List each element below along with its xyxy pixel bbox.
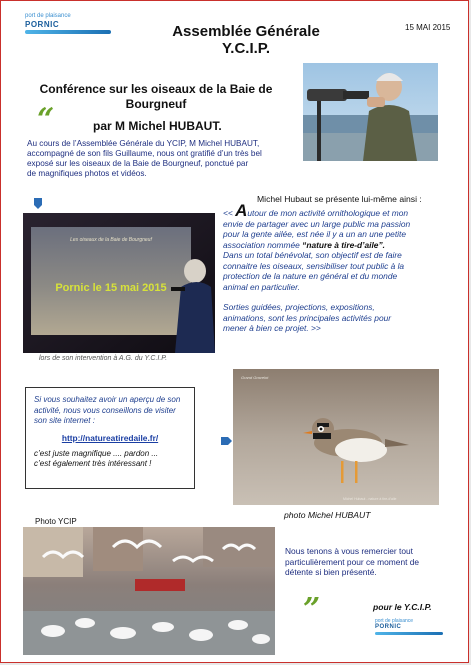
conference-slide-photo	[23, 213, 215, 353]
open-quote-mark: “	[37, 102, 55, 137]
quote-line: connaitre les oiseaux, sensibiliser tout public à la	[223, 260, 405, 271]
title-line2: Y.C.I.P.	[221, 40, 271, 57]
quote-first-line	[223, 201, 441, 220]
logo-bottom-line1: port de plaisance	[375, 618, 414, 624]
slide-image	[23, 213, 215, 353]
intervention-caption: lors de son intervention à A.G. du Y.C.I.P.	[39, 355, 168, 362]
logo-bottom-wave-icon	[375, 632, 443, 635]
conference-title-line1: Conférence sur les oiseaux de la Baie de	[39, 82, 273, 96]
conference-title	[21, 82, 291, 112]
infobox-line: Si vous souhaitez avoir un aperçu de son	[34, 395, 181, 404]
logo-line2: PORNIC	[25, 20, 60, 29]
website-info-box	[25, 387, 195, 489]
infobox-line: son site internet :	[34, 416, 95, 425]
quote-line: association nommée	[223, 239, 303, 250]
intro-line: accompagné de son fils Guillaume, nous ont gratifié d’un très bel	[27, 149, 262, 158]
website-link[interactable]: http://natureatiredaile.fr/	[61, 432, 159, 443]
title-line1: Assemblée Générale	[172, 23, 320, 40]
presentation-heading: Michel Hubaut se présente lui-même ainsi :	[257, 194, 422, 204]
infobox-end-line: c’est juste magnifique .... pardon ...	[34, 448, 159, 458]
conference-title-line2: Bourgneuf	[125, 97, 187, 111]
signature: pour le Y.C.I.P.	[373, 602, 432, 612]
quote-line: mener à bien ce projet. >>	[223, 323, 321, 333]
close-quote-mark: ”	[303, 592, 321, 627]
slide-big-text: Pornic le 15 mai 2015	[55, 282, 167, 294]
speaker-with-telescope-photo	[303, 63, 438, 161]
bullet-marker-icon	[33, 198, 43, 210]
logo-wave-icon	[25, 30, 111, 34]
presentation-quote	[223, 201, 441, 334]
issue-date: 15 MAI 2015	[405, 23, 451, 32]
quote-line: animal en particulier.	[223, 281, 300, 292]
quote-line: protection de la nature en général et du monde	[223, 271, 398, 281]
website-link-wrap	[34, 433, 186, 443]
drop-cap: A	[235, 201, 248, 220]
conference-speaker: par M Michel HUBAUT.	[93, 119, 222, 133]
intro-paragraph	[27, 139, 307, 179]
thanks-paragraph	[285, 546, 419, 578]
quote-open: <<	[223, 208, 236, 218]
port-pornic-logo-bottom	[375, 618, 443, 635]
intro-line: exposé sur les oiseaux de la Baie de Bourgneuf, ponctué par	[27, 159, 249, 168]
ycip-photo-credit: Photo YCIP	[35, 517, 77, 526]
bird-photo-credit: photo Michel HUBAUT	[284, 510, 371, 520]
slide-small-title: Les oiseaux de la Baie de Bourgneuf	[70, 237, 152, 243]
speaker-photo-image	[303, 63, 438, 161]
bird-credit: Michel Hubaut - nature à tire-d’aile	[343, 497, 397, 501]
quote-line: envie de partager avec un large public ma passion	[223, 218, 411, 229]
seagulls-photo	[23, 527, 275, 655]
association-name: “nature à tire-d’aile”.	[302, 239, 385, 250]
infobox-end	[34, 449, 186, 470]
infobox-text	[34, 395, 186, 427]
bullet-marker-icon	[221, 436, 233, 446]
ringed-plover-photo	[233, 369, 439, 505]
quote-line: pour la gente ailée, est née il y a un an une petite	[223, 229, 406, 239]
infobox-end-line: c’est également très intéressant !	[34, 459, 152, 468]
seagulls-image	[23, 527, 275, 655]
quote-line-association	[223, 240, 441, 251]
quote-line: utour de mon activité ornithologique et mon	[247, 208, 409, 218]
intro-line: Au cours de l’Assemblée Générale du YCIP, M Michel HUBAUT,	[27, 139, 260, 148]
page-title	[131, 23, 361, 57]
thanks-line: détente si bien présenté.	[285, 567, 377, 577]
quote-line: Dans un total bénévolat, son objectif est de faire	[223, 250, 402, 260]
intro-line: de magnifiques photos et vidéos.	[27, 169, 147, 178]
infobox-line: activité, nous vous conseillons de visiter	[34, 405, 176, 415]
quote-line: animations, sont les principales activités pour	[223, 312, 392, 323]
logo-line1: port de plaisance	[25, 13, 71, 19]
bird-image	[233, 369, 439, 505]
bird-watermark: Grand Gravelot	[241, 375, 269, 380]
thanks-line: particulièrement pour ce moment de	[285, 556, 420, 567]
thanks-line: Nous tenons à vous remercier tout	[285, 546, 414, 556]
logo-bottom-line2: PORNIC	[375, 624, 402, 630]
port-pornic-logo	[25, 13, 111, 34]
quote-line: Sorties guidées, projections, expositions,	[223, 302, 375, 312]
